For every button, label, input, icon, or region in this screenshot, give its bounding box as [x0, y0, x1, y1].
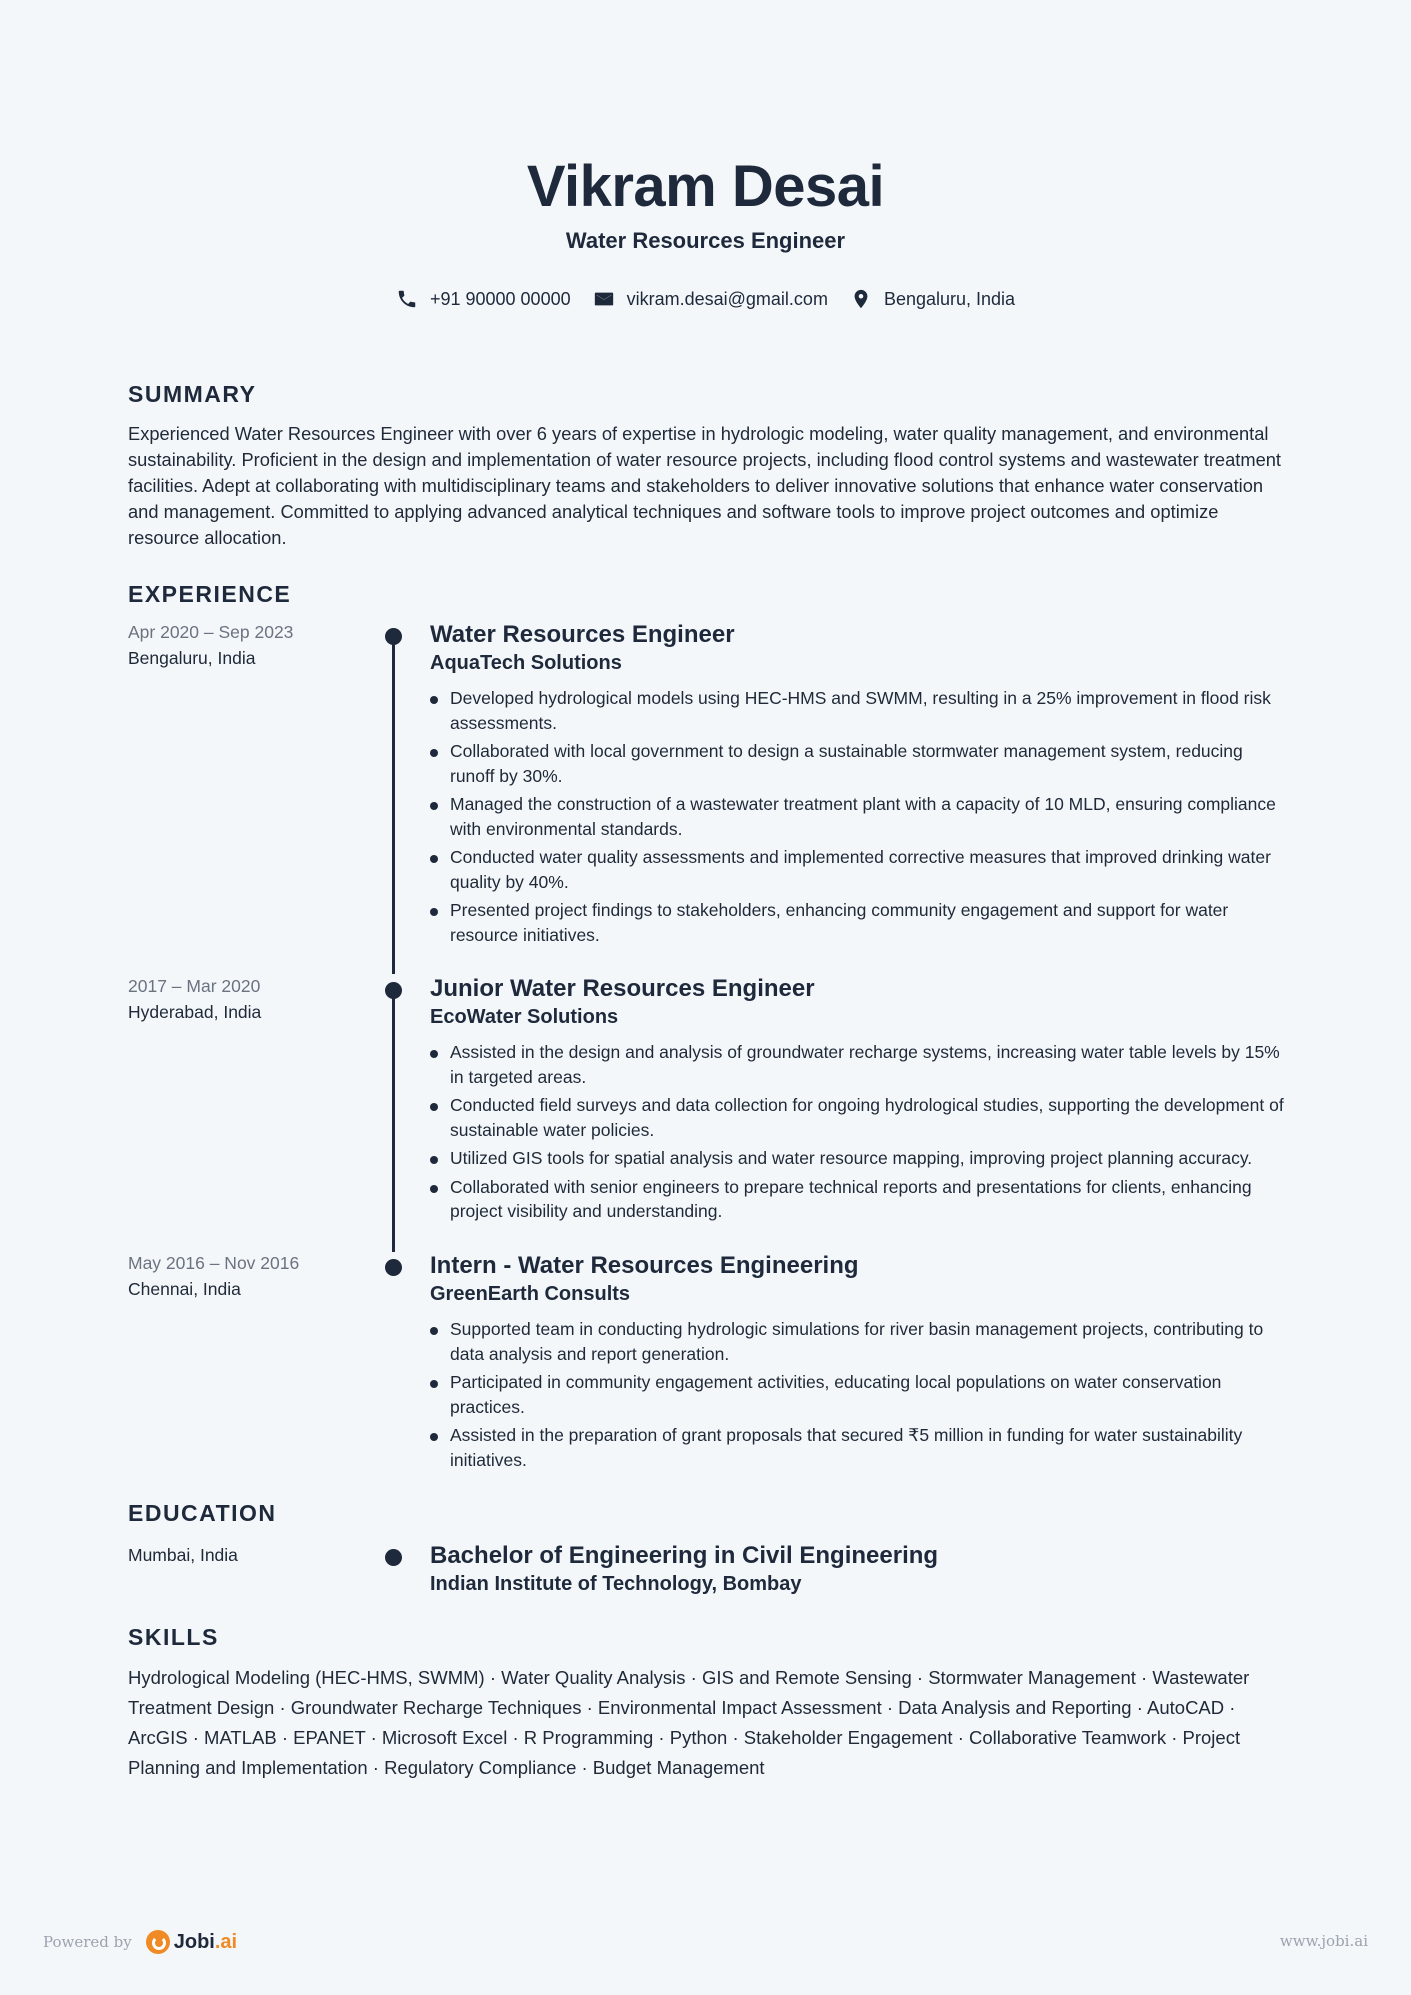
email-icon	[593, 288, 615, 310]
brand-suffix: .ai	[214, 1930, 238, 1953]
timeline-line	[392, 990, 395, 1252]
phone-number: +91 90000 00000	[429, 289, 571, 309]
footer-branding	[43, 1930, 237, 1954]
job-company: EcoWater Solutions	[430, 1006, 619, 1028]
education-location: Mumbai, India	[128, 1545, 238, 1565]
job-bullets	[430, 1040, 1290, 1224]
job-bullets	[430, 686, 1290, 947]
job-bullet: Assisted in the preparation of grant proposals that secured ₹5 million in funding for water sustainability initiatives.	[430, 1423, 1290, 1472]
job-bullets	[430, 1317, 1290, 1472]
contact-location	[850, 287, 1015, 311]
job-company: AquaTech Solutions	[430, 652, 622, 674]
candidate-role: Water Resources Engineer	[565, 228, 846, 253]
brand-name	[174, 1931, 237, 1954]
job-location: Bengaluru, India	[128, 648, 256, 668]
job-title: Intern - Water Resources Engineering	[430, 1252, 859, 1279]
education-heading: EDUCATION	[128, 1500, 277, 1526]
job-location: Hyderabad, India	[128, 1002, 262, 1022]
skills-heading: SKILLS	[128, 1624, 219, 1650]
job-date: May 2016 – Nov 2016	[128, 1253, 300, 1273]
experience-heading: EXPERIENCE	[128, 581, 292, 607]
job-title: Water Resources Engineer	[430, 621, 735, 648]
timeline-dot	[385, 1259, 402, 1276]
phone-icon	[396, 288, 418, 310]
contact-bar	[0, 287, 1411, 311]
job-bullet: Participated in community engagement activities, educating local populations on water conservation practices.	[430, 1370, 1290, 1419]
job-title: Junior Water Resources Engineer	[430, 975, 815, 1002]
job-bullet: Utilized GIS tools for spatial analysis and water resource mapping, improving project planning accuracy.	[430, 1146, 1290, 1171]
job-bullet: Collaborated with senior engineers to prepare technical reports and presentations for clients, enhancing project visibility and understanding.	[430, 1175, 1290, 1224]
location-text: Bengaluru, India	[883, 289, 1016, 309]
brand-link[interactable]	[146, 1930, 237, 1954]
skills-text: Hydrological Modeling (HEC-HMS, SWMM) · Water Quality Analysis · GIS and Remote Sensing · Stormwater Management · Wastewater Treatment Design · Groundwater Recharge Techniques · Environmental Impact Assessment · Data Analysis and Reporting · AutoCAD · ArcGIS · MATLAB · EPANET · Microsoft Excel · R Programming · Python · Stakeholder Engagement · Collaborative Teamwork · Project Planning and Implementation · Regulatory Compliance · Budget Management	[128, 1667, 1250, 1778]
summary-text: Experienced Water Resources Engineer with over 6 years of expertise in hydrologic modeling, water quality management, and environmental sustainability. Proficient in the design and implementation of water resource projects, including flood control systems and wastewater treatment facilities. Adept at collaborating with multidisciplinary teams and stakeholders to deliver innovative solutions that enhance water conservation and management. Committed to applying advanced analytical techniques and software tools to improve project outcomes and optimize resource allocation.	[128, 423, 1281, 548]
location-pin-icon	[850, 288, 872, 310]
contact-email	[593, 287, 828, 311]
job-bullet: Managed the construction of a wastewater treatment plant with a capacity of 10 MLD, ensuring compliance with environmental standards.	[430, 792, 1290, 841]
timeline-dot	[385, 1549, 402, 1566]
school-name: Indian Institute of Technology, Bombay	[430, 1573, 802, 1595]
powered-by-label: Powered by	[43, 1933, 132, 1951]
job-bullet: Conducted field surveys and data collection for ongoing hydrological studies, supporting the development of sustainable water policies.	[430, 1093, 1290, 1142]
job-bullet: Conducted water quality assessments and implemented corrective measures that improved drinking water quality by 40%.	[430, 845, 1290, 894]
candidate-name: Vikram Desai	[526, 154, 885, 219]
brand-main: Jobi	[173, 1930, 215, 1953]
email-address: vikram.desai@gmail.com	[626, 289, 828, 309]
job-bullet: Assisted in the design and analysis of groundwater recharge systems, increasing water table levels by 15% in targeted areas.	[430, 1040, 1290, 1089]
job-location: Chennai, India	[128, 1279, 241, 1299]
jobi-logo-icon	[146, 1930, 170, 1954]
degree-title: Bachelor of Engineering in Civil Engineering	[430, 1542, 939, 1569]
summary-heading: SUMMARY	[128, 381, 257, 407]
contact-phone	[396, 287, 571, 311]
job-company: GreenEarth Consults	[430, 1283, 631, 1305]
timeline-line	[392, 636, 395, 974]
job-bullet: Collaborated with local government to design a sustainable stormwater management system, reducing runoff by 30%.	[430, 739, 1290, 788]
job-date: 2017 – Mar 2020	[128, 976, 261, 996]
timeline-dot	[385, 982, 402, 999]
timeline-dot	[385, 628, 402, 645]
job-bullet: Developed hydrological models using HEC-HMS and SWMM, resulting in a 25% improvement in flood risk assessments.	[430, 686, 1290, 735]
job-bullet: Presented project findings to stakeholders, enhancing community engagement and support for water resource initiatives.	[430, 898, 1290, 947]
job-bullet: Supported team in conducting hydrologic simulations for river basin management projects, contributing to data analysis and report generation.	[430, 1317, 1290, 1366]
website-link[interactable]: www.jobi.ai	[1279, 1932, 1368, 1950]
job-date: Apr 2020 – Sep 2023	[128, 622, 294, 642]
